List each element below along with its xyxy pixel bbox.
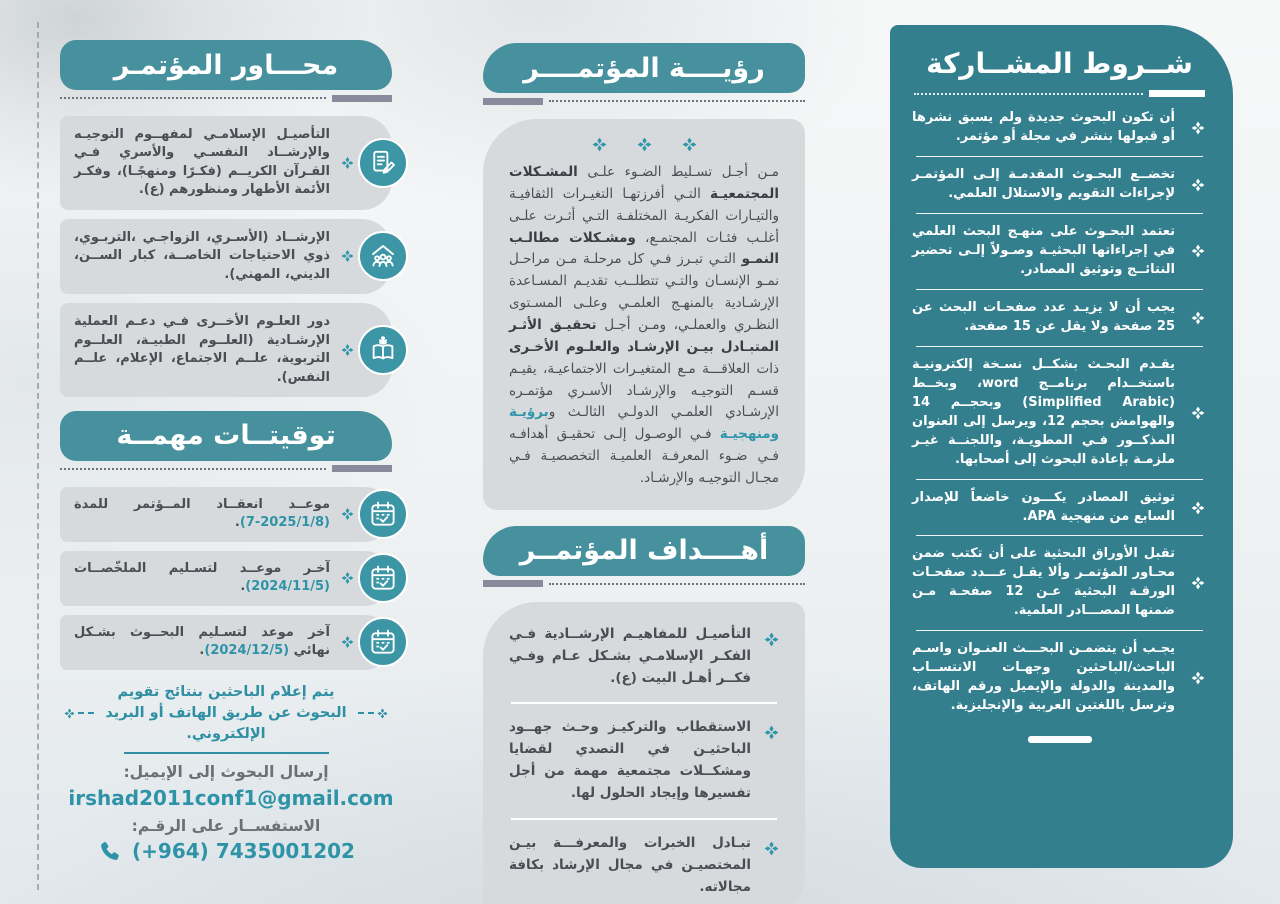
khatam-ornament-icon <box>341 156 354 169</box>
khatam-ornament-icon <box>341 636 354 649</box>
results-note <box>64 682 388 745</box>
divider <box>916 479 1203 480</box>
condition-item <box>910 481 1209 535</box>
timing-item <box>60 615 392 670</box>
underline-bar <box>483 98 543 105</box>
khatam-ornament-icon <box>1191 671 1205 685</box>
vision-header-pill: رؤيــــة المؤتمــــر <box>483 43 805 93</box>
khatam-ornament-icon <box>1191 244 1205 258</box>
timing-text: آخر موعد لتسـليم البحــوث بشـكل نهائي <box>74 624 330 659</box>
condition-text: أن تكون البحوث جديدة ولم يسبق نشرها أو قبولها بنشر في مجلة أو مؤتمر. <box>912 110 1175 144</box>
timing-date: (2024/12/5) <box>204 643 290 659</box>
divider <box>916 156 1203 157</box>
underline-bar <box>332 95 392 102</box>
email-address[interactable]: irshad2011conf1@gmail.com <box>68 785 394 810</box>
fold-guide-line <box>37 22 39 890</box>
calendar-icon <box>358 617 408 667</box>
underline-bar <box>483 580 543 587</box>
timings-header-underline <box>60 465 392 473</box>
timings-header-pill: توقيتــات مهمــة <box>60 411 392 461</box>
underline-bar <box>1149 90 1205 97</box>
khatam-ornament-icon <box>341 508 354 521</box>
left-column <box>60 40 392 870</box>
khatam-ornament-icon <box>1191 406 1205 420</box>
conditions-title-underline <box>914 90 1205 97</box>
khatam-ornament-icon <box>682 137 697 152</box>
goal-text: التأصيـل للمفاهيـم الإرشــادية فـي الفكـر الإسلامـي بشـكل عـام وفـي فكــر أهـل البيت (ع). <box>509 625 751 686</box>
timings-header <box>60 411 392 473</box>
divider <box>916 535 1203 536</box>
timing-period: . <box>234 515 240 531</box>
axes-header <box>60 40 392 102</box>
vision-text-bold: ومشـكلات مطالـب النمـو <box>509 229 779 268</box>
vision-box <box>483 119 805 510</box>
flourish-ornament-icon <box>358 708 388 719</box>
khatam-ornament-icon <box>592 137 607 152</box>
khatam-ornament-icon <box>1191 501 1205 515</box>
underline-bar <box>332 465 392 472</box>
axes-header-pill: محـــاور المؤتمـر <box>60 40 392 90</box>
khatam-ornament-icon <box>341 344 354 357</box>
axis-text: التأصيـل الإسلامـي لمفهــوم التوجيـه والإرشــاد النفسـي والأسري فـي القـرآن الكريــم (فكـرًا ومنهجًـا)، وفكـر الأئمة الأطهار ومنظورهم (ع). <box>74 127 330 198</box>
divider <box>916 630 1203 631</box>
divider <box>511 818 777 820</box>
khatam-ornament-icon <box>1191 178 1205 192</box>
khatam-ornament-icon <box>764 841 779 856</box>
vision-text: التـي تبـرز فـي كل مرحلـة مـن مراحـل نمـو الإنسـان والتـي تتطلــب تقديـم المسـاعدة الإرشـادية بالمنهـج العلمـي وعلـى المسـتوى النظـري والعملـي، ومـن أجـل <box>509 251 779 334</box>
phone-row[interactable] <box>60 839 392 864</box>
condition-item <box>910 158 1209 212</box>
vision-header <box>483 43 805 105</box>
ornament-trio <box>509 137 779 152</box>
khatam-ornament-icon <box>764 725 779 740</box>
vision-text-bold: تحقيـق الأثـر المتبـادل بيـن الإرشـاد والعلـوم الأخـرى <box>509 317 779 355</box>
results-note-text: يتم إعلام الباحثين بنتائج تقويم البحوث عن طريق الهاتف أو البريد الإلكتروني. <box>105 683 347 742</box>
goal-text: تبـادل الخبرات والمعرفـــة بيـن المختصيـن في مجال الإرشاد بكافة مجالاته. <box>509 834 751 895</box>
vision-paragraph <box>509 162 779 490</box>
axis-item <box>60 116 392 210</box>
axis-text: الإرشــاد (الأسـري، الزواجـي ،التربـوي، ذوي الاحتياجات الخاصــة، كبار الســن، الديني، المهني). <box>74 229 330 282</box>
goal-item <box>507 717 781 804</box>
timing-text: آخـر موعــد لتسـليم الملخّصــات <box>74 560 330 576</box>
condition-text: يجـب أن يتضمـن البحـــث العنـوان واسـم الباحث/الباحثين وجهـات الانتســاب والمدينة والدولة والإيميل ورقم الهاتف، وترسل باللغتين العربية والإنجليزية. <box>912 641 1175 714</box>
khatam-ornament-icon <box>637 137 652 152</box>
condition-text: يجب أن لا يزيـد عدد صفحـات البحث عن 25 صفحة ولا يقل عن 15 صفحة. <box>912 299 1175 334</box>
phone-number[interactable]: (+964) 7435001202 <box>132 839 355 864</box>
underline-dots <box>914 93 1143 95</box>
panel-end-bar <box>1028 736 1092 743</box>
timing-period: . <box>240 579 246 595</box>
goal-text: الاستقطاب والتركيـز وحـث جهــود الباحثيـن في التصدي لقضايا ومشكــلات مجتمعية مهمة من أجل تفسيرها وإيجاد الحلول لها. <box>509 719 751 802</box>
condition-text: يقـدم البحـث بشكــل نسـخة إلكترونيـة باستخــدام برنامــج word، وبخــط (Simplified Arabic) وبحجــم 14 والهوامش بحجم 12، ويرسل إلى العنوان المذكــور فـي المطويـة، واللجنــة غيـر ملزمـة بإعادة البحوث إلى أصحابها. <box>912 356 1175 467</box>
calendar-icon <box>358 553 408 603</box>
khatam-ornament-icon <box>1191 311 1205 325</box>
timing-item <box>60 551 392 606</box>
goal-item <box>507 624 781 690</box>
goals-header-underline <box>483 580 805 588</box>
goals-header-pill: أهــــداف المؤتمــر <box>483 526 805 576</box>
conditions-title: شــروط المشــاركة <box>926 47 1193 80</box>
timing-text: موعــد انعقــاد المــؤتمر للمدة <box>74 496 330 512</box>
email-row[interactable] <box>60 785 392 811</box>
condition-item <box>910 101 1209 155</box>
phone-label: الاستفســار على الرقـم: <box>131 816 321 835</box>
goal-item <box>507 833 781 899</box>
axis-text: دور العلـوم الأخــرى فـي دعـم العملية الإرشـادية (العلــوم الطبيـة، العلــوم التربوية، علــم الاجتماع، الإعلام، علــم النفس). <box>74 314 330 385</box>
goals-box <box>483 602 805 904</box>
condition-text: توثيق المصادر يكـــون خاضعاً للإصدار السابع من منهجية APA. <box>912 489 1175 524</box>
goals-header <box>483 526 805 588</box>
khatam-ornament-icon <box>1191 576 1205 590</box>
vision-text: مـن أجـل تسـليط الضـوء علـى <box>577 164 779 180</box>
underline-dots <box>60 97 326 99</box>
axis-item <box>60 303 392 397</box>
condition-item <box>910 537 1209 629</box>
vision-text-teal: برؤيـة ومنهجيـة <box>509 404 779 443</box>
condition-text: تعتمد البحـوث على منهـج البحث العلمي في إجراءاتها البحثيـة وصـولاً إلـى تحضير النتائــج وتوثيق المصادر. <box>912 223 1175 277</box>
note-underline <box>124 752 329 754</box>
axis-item <box>60 219 392 294</box>
condition-item <box>910 348 1209 478</box>
email-label: إرسال البحوث إلى الإيميل: <box>123 762 329 781</box>
khatam-ornament-icon <box>341 572 354 585</box>
divider <box>916 346 1203 347</box>
khatam-ornament-icon <box>1191 121 1205 135</box>
condition-item <box>910 215 1209 288</box>
conditions-panel <box>890 25 1233 868</box>
khatam-ornament-icon <box>764 632 779 647</box>
vision-text-bold: المشـكلات المجتمعيـة <box>509 164 779 202</box>
vision-text: التـي أفرزتهـا التغيـرات الثقافيـة والتيـارات الفكريـة المختلفـة التـي أثـرت علـى أغلـب فئـات المجتمـع، <box>509 185 779 246</box>
condition-text: تخضــع البحـوث المقدمـة إلـى المؤتمـر لإجراءات التقويم والاستلال العلمي. <box>912 166 1175 201</box>
timing-date: (2024/11/5) <box>245 579 330 595</box>
condition-item <box>910 291 1209 345</box>
phone-icon <box>97 839 122 864</box>
underline-dots <box>549 100 805 102</box>
axes-header-underline <box>60 94 392 102</box>
timing-period: . <box>199 643 205 659</box>
condition-item <box>910 632 1209 724</box>
calendar-icon <box>358 489 408 539</box>
book-medical-icon <box>358 325 408 375</box>
flourish-ornament-icon <box>64 708 94 719</box>
timing-item <box>60 487 392 542</box>
underline-dots <box>60 468 326 470</box>
family-icon <box>358 231 408 281</box>
condition-text: تقبل الأوراق البحثية على أن تكتب ضمن محـاور المؤتمـر وألا يقـل عـــدد صفحـات الورقـة البحثية عـن 12 صفحـة مـن ضمنها المصـــادر العلمية. <box>912 546 1176 619</box>
vision-text: فـي الوصـول إلـى تحقيـق أهدافـه فـي ضـوء المعرفـة العلميـة التخصصيـة فـي مجـال التوجيـه والإرشـاد. <box>509 426 779 487</box>
document-pen-icon <box>358 138 408 188</box>
divider <box>916 289 1203 290</box>
timing-date: (2025/1/8-7) <box>239 515 330 531</box>
vision-text: ذات العلاقـــة مـع المتغيـرات الاجتماعيـة، يقيـم قسـم التوجيـه والإرشـاد الأسـري مؤتمـره الإرشـادي العلمـي الدولـي الثالـث و <box>509 360 779 421</box>
divider <box>916 213 1203 214</box>
khatam-ornament-icon <box>341 250 354 263</box>
underline-dots <box>549 583 805 585</box>
middle-column <box>483 43 805 904</box>
divider <box>511 702 777 704</box>
vision-header-underline <box>483 97 805 105</box>
